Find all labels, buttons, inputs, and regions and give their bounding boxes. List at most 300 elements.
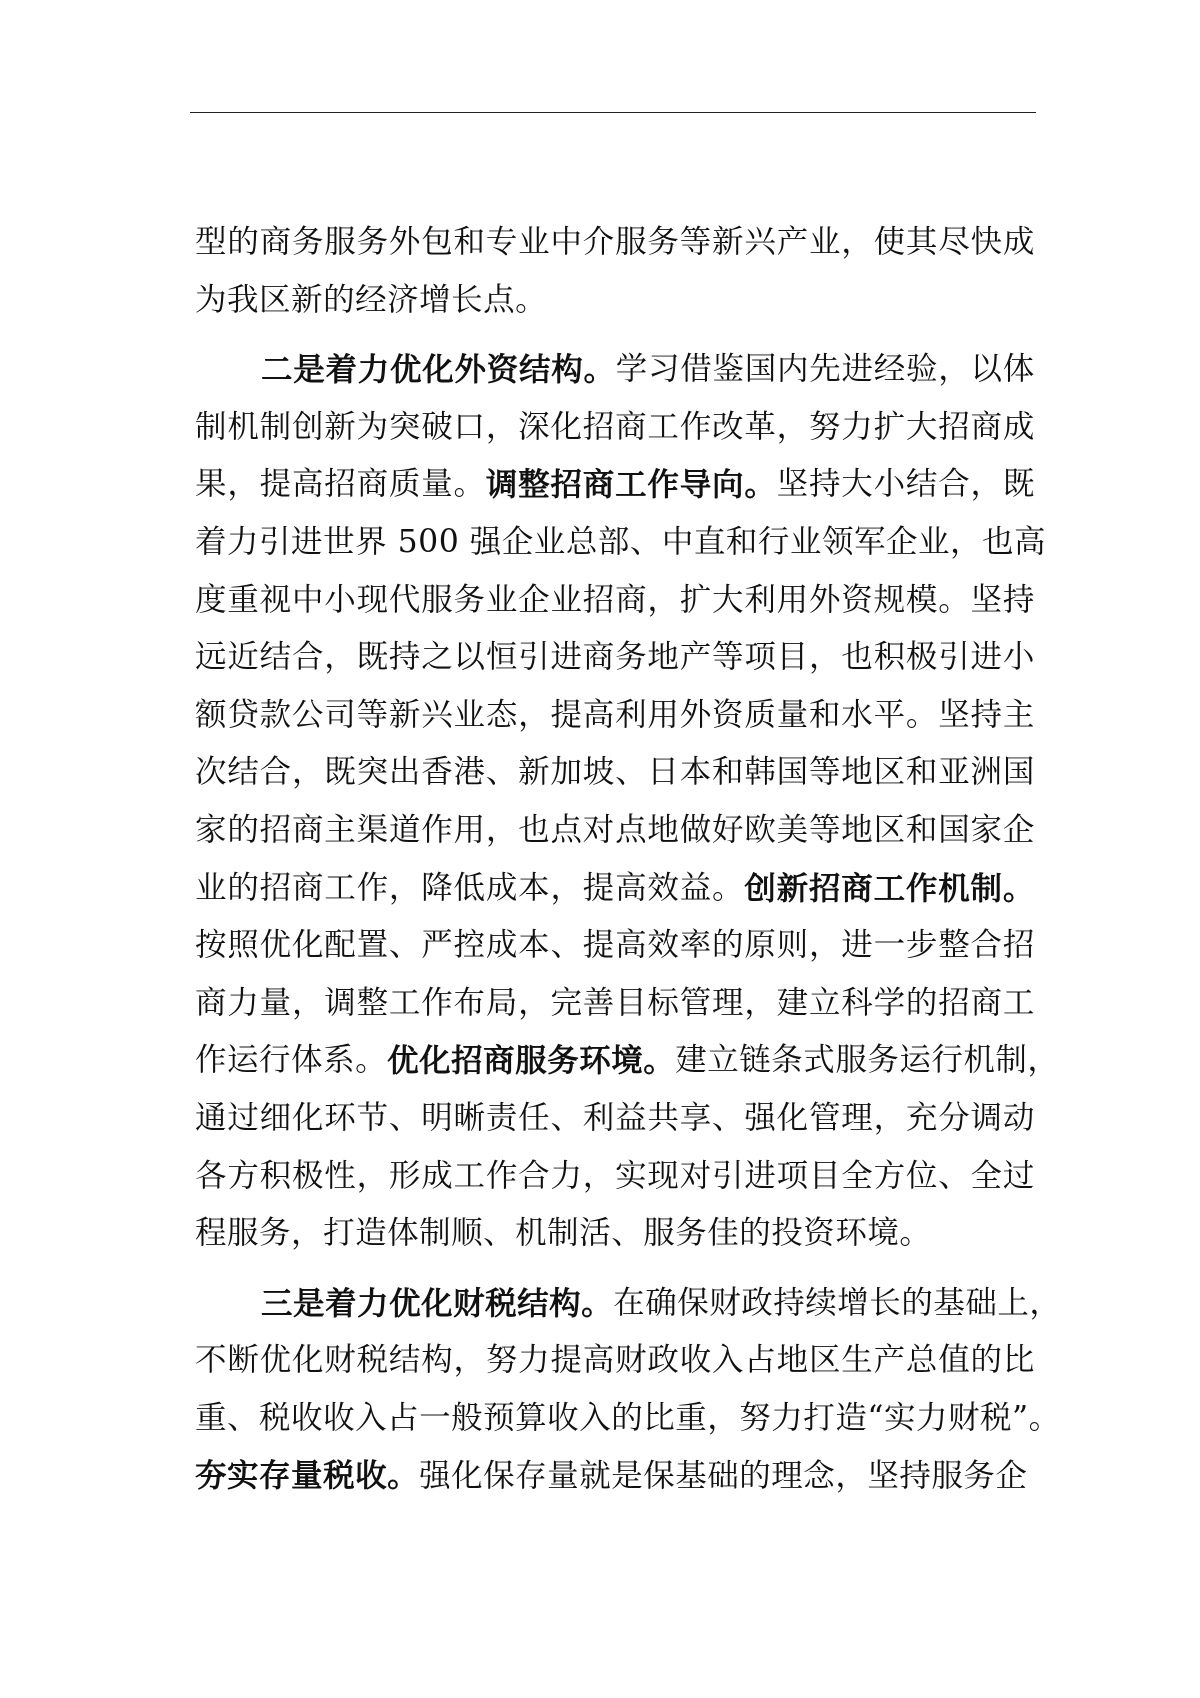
text-char: 既 xyxy=(324,754,357,791)
text-char: 成 xyxy=(421,1157,454,1194)
text-char: 值 xyxy=(938,1342,971,1379)
text-char: 力 xyxy=(841,408,874,445)
text-char: 额 xyxy=(195,696,228,733)
text-char: 理 xyxy=(841,1099,874,1136)
text-char: 内 xyxy=(777,351,810,388)
text-char: 洲 xyxy=(970,754,1003,791)
text-char xyxy=(387,514,398,572)
text-char: 量 xyxy=(776,696,809,733)
text-char: 远 xyxy=(195,639,228,676)
text-char: 等 xyxy=(679,224,712,260)
text-char: 坡 xyxy=(582,754,615,791)
text-char: 构 xyxy=(421,1342,454,1379)
text-char: 合 xyxy=(518,1157,551,1194)
text-char: 一 xyxy=(419,1399,452,1436)
text-char: 管 xyxy=(679,984,712,1021)
text-char: 合 xyxy=(259,754,292,791)
text-char: 打 xyxy=(803,1399,836,1436)
text-char: 家 xyxy=(195,811,228,848)
text-char: 管 xyxy=(808,1099,841,1136)
text-char: 业 xyxy=(518,224,551,260)
text-char: 5 xyxy=(397,523,419,560)
text-char: 、 xyxy=(227,1399,260,1436)
text-char: 业 xyxy=(550,581,583,618)
text-char: 产 xyxy=(776,224,809,260)
text-char: 业 xyxy=(533,523,566,560)
text-char: 。 xyxy=(515,281,548,318)
text-char: 大 xyxy=(905,408,938,445)
text-char: 本 xyxy=(518,869,551,906)
text-char: 国 xyxy=(938,811,971,848)
text-char: 本 xyxy=(679,754,712,791)
text-char: 招 xyxy=(1002,927,1035,964)
text-char: 项 xyxy=(744,639,777,676)
bold-char: 。 xyxy=(387,1457,420,1495)
text-char: 作 xyxy=(679,408,712,445)
text-char: 务 xyxy=(675,1215,708,1252)
text-char: 革 xyxy=(744,408,777,445)
text-char: 力 xyxy=(227,523,260,560)
text-char: 形 xyxy=(388,1157,421,1194)
text-char: 力 xyxy=(518,1342,551,1379)
text-char: 服 xyxy=(227,1215,260,1252)
bold-char: 境 xyxy=(611,1042,644,1080)
text-char: 进 xyxy=(841,351,874,388)
text-char: 用 xyxy=(453,811,486,848)
text-char: 务 xyxy=(647,224,680,260)
text-char: 入 xyxy=(579,1399,612,1436)
text-char: 收 xyxy=(547,1399,580,1436)
text-char: ， xyxy=(518,696,551,733)
text-char: 使 xyxy=(873,224,906,260)
text-char: 化 xyxy=(451,1458,484,1495)
text-char: 基 xyxy=(675,1458,708,1495)
text-char: ， xyxy=(776,408,809,445)
text-char: 等 xyxy=(808,811,841,848)
text-char: 改 xyxy=(712,408,745,445)
text-char: 生 xyxy=(841,1342,874,1379)
text-char: 国 xyxy=(776,754,809,791)
text-char: 介 xyxy=(582,224,615,260)
text-char: 是 xyxy=(611,1458,644,1495)
text-char: 投 xyxy=(771,1215,804,1252)
bold-char: 整 xyxy=(518,466,551,504)
text-char: 日 xyxy=(647,754,680,791)
text-char: 任 xyxy=(518,1099,551,1136)
text-char: 对 xyxy=(679,1157,712,1194)
text-char: 进 xyxy=(970,639,1003,676)
text-char: 财 xyxy=(709,1284,742,1321)
text-char: 效 xyxy=(647,869,680,906)
bold-char: 商 xyxy=(483,1042,516,1080)
text-char: 。 xyxy=(938,581,971,618)
text-char: 资 xyxy=(841,581,874,618)
text-char: ， xyxy=(808,927,841,964)
bold-char: 财 xyxy=(453,1284,486,1322)
text-char: ， xyxy=(227,466,260,503)
text-char: 持 xyxy=(808,466,841,503)
text-char: 和 xyxy=(725,523,758,560)
bold-char: 化 xyxy=(421,1284,454,1322)
text-char: ， xyxy=(1027,1042,1060,1079)
text-char: 系 xyxy=(323,1042,356,1079)
text-char: 亚 xyxy=(938,754,971,791)
text-char: 节 xyxy=(356,1099,389,1136)
text-char: 部 xyxy=(597,523,630,560)
bold-char: 务 xyxy=(547,1042,580,1080)
text-char: 方 xyxy=(873,1157,906,1194)
bold-char: 调 xyxy=(485,466,518,504)
text-char: 。 xyxy=(453,466,486,503)
text-char: 建 xyxy=(675,1042,708,1079)
text-char: 水 xyxy=(841,696,874,733)
text-char: 、 xyxy=(485,754,518,791)
text-char: 效 xyxy=(647,927,680,964)
bold-char: 是 xyxy=(293,351,326,389)
text-char: 理 xyxy=(712,984,745,1021)
text-char: 提 xyxy=(582,869,615,906)
bold-char: 化 xyxy=(422,351,455,389)
text-line xyxy=(195,1090,1035,1148)
text-char: 严 xyxy=(421,927,454,964)
text-char: 过 xyxy=(227,1099,260,1136)
body-text xyxy=(195,214,1062,1505)
text-char: 质 xyxy=(388,466,421,503)
text-char: 政 xyxy=(647,1342,680,1379)
text-char: 务 xyxy=(453,581,486,618)
text-char: 位 xyxy=(905,1157,938,1194)
text-char: 中 xyxy=(661,523,694,560)
text-char: 的 xyxy=(901,1284,934,1321)
text-char: 包 xyxy=(421,224,454,260)
text-line xyxy=(195,456,1035,514)
text-char: 成 xyxy=(1002,408,1035,445)
text-char: 兴 xyxy=(421,696,454,733)
text-char: 的 xyxy=(712,927,745,964)
text-char: 引 xyxy=(938,639,971,676)
text-char: 和 xyxy=(453,224,486,260)
text-char: 其 xyxy=(905,224,938,260)
bold-char: 存 xyxy=(259,1457,292,1495)
text-char: ， xyxy=(647,581,680,618)
text-char: 中 xyxy=(291,581,324,618)
text-char: 控 xyxy=(453,927,486,964)
text-char: ， xyxy=(388,869,421,906)
text-char: 公 xyxy=(291,696,324,733)
text-char: 式 xyxy=(803,1042,836,1079)
text-char: 局 xyxy=(485,984,518,1021)
text-char: 工 xyxy=(647,408,680,445)
text-char: 新 xyxy=(324,408,357,445)
bold-char: 税 xyxy=(485,1284,518,1322)
text-char: 的 xyxy=(970,1342,1003,1379)
text-char: 享 xyxy=(679,1099,712,1136)
text-char: 商 xyxy=(615,581,648,618)
text-char: 等 xyxy=(712,639,745,676)
text-char: 步 xyxy=(905,927,938,964)
text-char: 入 xyxy=(712,1342,745,1379)
text-char: 链 xyxy=(739,1042,772,1079)
text-char: ， xyxy=(707,1399,740,1436)
bold-char: 二 xyxy=(261,351,294,389)
text-char: 环 xyxy=(324,1099,357,1136)
text-char: 按 xyxy=(195,927,228,964)
text-char: 努 xyxy=(485,1342,518,1379)
text-char: 也 xyxy=(518,811,551,848)
bold-char: 作 xyxy=(647,466,680,504)
text-char: 行 xyxy=(757,523,790,560)
text-char: 增 xyxy=(419,281,452,318)
text-char: 平 xyxy=(873,696,906,733)
text-char: 合 xyxy=(291,639,324,676)
text-char: 小 xyxy=(1002,639,1035,676)
text-char: ， xyxy=(518,984,551,1021)
text-char: 断 xyxy=(227,1342,260,1379)
text-char: 用 xyxy=(776,581,809,618)
text-char: 企 xyxy=(885,523,918,560)
text-char: 则 xyxy=(776,927,809,964)
text-line xyxy=(195,514,1047,572)
text-char: 口 xyxy=(453,408,486,445)
text-char: 新 xyxy=(518,754,551,791)
text-char: 新 xyxy=(291,281,324,318)
text-char: 财 xyxy=(324,1342,357,1379)
text-char: 经 xyxy=(355,281,388,318)
text-char: 收 xyxy=(679,1342,712,1379)
text-char: 之 xyxy=(421,639,454,676)
text-char: 上 xyxy=(997,1284,1030,1321)
text-char: 借 xyxy=(680,351,713,388)
text-char: 造 xyxy=(355,1215,388,1252)
text-char: 调 xyxy=(324,984,357,1021)
text-char: 目 xyxy=(776,639,809,676)
text-char: 出 xyxy=(388,754,421,791)
text-char: 础 xyxy=(965,1284,998,1321)
text-char: 美 xyxy=(776,811,809,848)
text-char: 招 xyxy=(582,408,615,445)
text-char: 韩 xyxy=(744,754,777,791)
text-char: 就 xyxy=(579,1458,612,1495)
text-char: 业 xyxy=(453,696,486,733)
text-char: 商 xyxy=(291,811,324,848)
text-char: 利 xyxy=(615,696,648,733)
text-char: ， xyxy=(835,1458,868,1495)
bold-char: 实 xyxy=(227,1457,260,1495)
text-char: 外 xyxy=(679,696,712,733)
text-char: 企 xyxy=(1002,811,1035,848)
text-char: 共 xyxy=(647,1099,680,1136)
text-char: 主 xyxy=(1002,696,1035,733)
text-char: 。 xyxy=(355,1042,388,1079)
text-char: 体 xyxy=(291,1042,324,1079)
text-char: 责 xyxy=(485,1099,518,1136)
text-char: 地 xyxy=(776,1342,809,1379)
text-line xyxy=(195,1447,1035,1505)
text-char: 也 xyxy=(841,639,874,676)
text-char: 突 xyxy=(356,754,389,791)
text-char: 科 xyxy=(841,984,874,1021)
text-char: 作 xyxy=(195,1042,228,1079)
text-char: 提 xyxy=(550,1342,583,1379)
text-char: 利 xyxy=(582,1099,615,1136)
text-char: 深 xyxy=(518,408,551,445)
text-char: ， xyxy=(356,1157,389,1194)
text-char: 提 xyxy=(259,466,292,503)
text-char: 港 xyxy=(453,754,486,791)
text-char: 和 xyxy=(905,811,938,848)
text-char: 结 xyxy=(227,754,260,791)
text-char: ， xyxy=(841,224,874,260)
text-char: 济 xyxy=(387,281,420,318)
text-char: ， xyxy=(744,984,777,1021)
text-char: 积 xyxy=(259,1157,292,1194)
text-char: 务 xyxy=(259,1215,292,1252)
text-char: 打 xyxy=(323,1215,356,1252)
bold-char: 量 xyxy=(291,1457,324,1495)
text-line xyxy=(195,1032,1060,1090)
bold-char: 工 xyxy=(615,466,648,504)
text-char: 合 xyxy=(970,927,1003,964)
text-char: 业 xyxy=(789,523,822,560)
text-char: 香 xyxy=(421,754,454,791)
text-char: 动 xyxy=(1002,1099,1035,1136)
text-char: 强 xyxy=(419,1458,452,1495)
bold-char: 三 xyxy=(261,1284,294,1322)
text-char: 高 xyxy=(291,466,324,503)
text-char: 0 xyxy=(438,523,460,560)
text-char: 项 xyxy=(776,1157,809,1194)
text-char: 建 xyxy=(776,984,809,1021)
text-char: 存 xyxy=(515,1458,548,1495)
text-char: 地 xyxy=(841,811,874,848)
text-char: 积 xyxy=(873,639,906,676)
text-char: 的 xyxy=(323,281,356,318)
text-line xyxy=(195,917,1035,975)
text-char: 地 xyxy=(841,754,874,791)
text-char: 0 xyxy=(418,523,439,560)
text-char: 务 xyxy=(356,224,389,260)
text-char: 业 xyxy=(808,224,841,260)
bold-char: 着 xyxy=(325,1284,358,1322)
text-char: 调 xyxy=(970,1099,1003,1136)
text-line xyxy=(195,860,1035,918)
text-char: 的 xyxy=(227,224,260,260)
text-char: 习 xyxy=(648,351,681,388)
bold-char: 构 xyxy=(551,351,584,389)
bold-char: 向 xyxy=(712,466,745,504)
text-char: 果 xyxy=(195,466,228,503)
text-char: 既 xyxy=(1002,466,1035,503)
text-char: 现 xyxy=(356,581,389,618)
text-char: 行 xyxy=(931,1042,964,1079)
text-char: 招 xyxy=(259,811,292,848)
text-char: 引 xyxy=(712,1157,745,1194)
text-char: 持 xyxy=(773,1284,806,1321)
text-char: 结 xyxy=(905,466,938,503)
text-char: 成 xyxy=(1002,224,1035,260)
text-char: ， xyxy=(938,351,971,388)
bold-char: 新 xyxy=(776,869,809,907)
text-char: 重 xyxy=(227,581,260,618)
text-line xyxy=(195,975,1035,1033)
text-char: 快 xyxy=(970,224,1003,260)
text-char: 经 xyxy=(873,351,906,388)
text-char: 坚 xyxy=(867,1458,900,1495)
text-char: 在 xyxy=(613,1284,646,1321)
text-char: 化 xyxy=(776,1099,809,1136)
text-char: 创 xyxy=(291,408,324,445)
text-char: 商 xyxy=(582,639,615,676)
text-char: ， xyxy=(485,408,518,445)
text-char: 全 xyxy=(970,1157,1003,1194)
text-char: 的 xyxy=(611,1399,644,1436)
bold-char: 是 xyxy=(293,1284,326,1322)
bold-char: 制 xyxy=(970,869,1003,907)
text-char: 整 xyxy=(356,984,389,1021)
text-char: 的 xyxy=(905,984,938,1021)
bold-char: 资 xyxy=(486,351,519,389)
text-char: 量 xyxy=(259,984,292,1021)
text-char: 专 xyxy=(485,224,518,260)
text-char: 我 xyxy=(227,281,260,318)
text-char: 也 xyxy=(982,523,1015,560)
text-char: 不 xyxy=(195,1342,228,1379)
text-char: 成 xyxy=(485,869,518,906)
text-char: ， xyxy=(453,1342,486,1379)
text-char: 款 xyxy=(259,696,292,733)
text-char: 区 xyxy=(259,281,292,318)
text-char: 突 xyxy=(388,408,421,445)
text-char: 的 xyxy=(739,1458,772,1495)
text-char: 新 xyxy=(712,224,745,260)
text-char: 为 xyxy=(195,281,228,318)
text-char: 的 xyxy=(227,869,260,906)
text-char: 预 xyxy=(483,1399,516,1436)
bold-char: 创 xyxy=(744,869,777,907)
text-char: 服 xyxy=(324,224,357,260)
text-char: 环 xyxy=(835,1215,868,1252)
text-char: 对 xyxy=(582,811,615,848)
text-char: 坚 xyxy=(938,696,971,733)
text-char: 务 xyxy=(615,639,648,676)
text-char: 强 xyxy=(469,523,502,560)
bold-char: 作 xyxy=(905,869,938,907)
text-char: 机 xyxy=(227,408,260,445)
text-char: 税 xyxy=(356,1342,389,1379)
text-line xyxy=(195,1205,1035,1263)
text-char: 努 xyxy=(808,408,841,445)
bold-char: 优 xyxy=(390,351,423,389)
bold-char: 服 xyxy=(515,1042,548,1080)
bold-char: 环 xyxy=(579,1042,612,1080)
text-char: 持 xyxy=(1002,581,1035,618)
text-char: 持 xyxy=(899,1458,932,1495)
text-char: 次 xyxy=(195,754,228,791)
text-char: 机 xyxy=(963,1042,996,1079)
text-char: 点 xyxy=(550,811,583,848)
text-char: 道 xyxy=(388,811,421,848)
bold-char: 优 xyxy=(389,1284,422,1322)
text-char: 力 xyxy=(227,984,260,1021)
text-char: ， xyxy=(1029,1284,1062,1321)
text-char: 极 xyxy=(905,639,938,676)
text-char: 。 xyxy=(1028,1399,1061,1436)
text-char: 现 xyxy=(647,1157,680,1194)
text-char: 服 xyxy=(931,1458,964,1495)
text-char: 家 xyxy=(970,811,1003,848)
bold-char: 结 xyxy=(519,351,552,389)
text-char: 增 xyxy=(837,1284,870,1321)
